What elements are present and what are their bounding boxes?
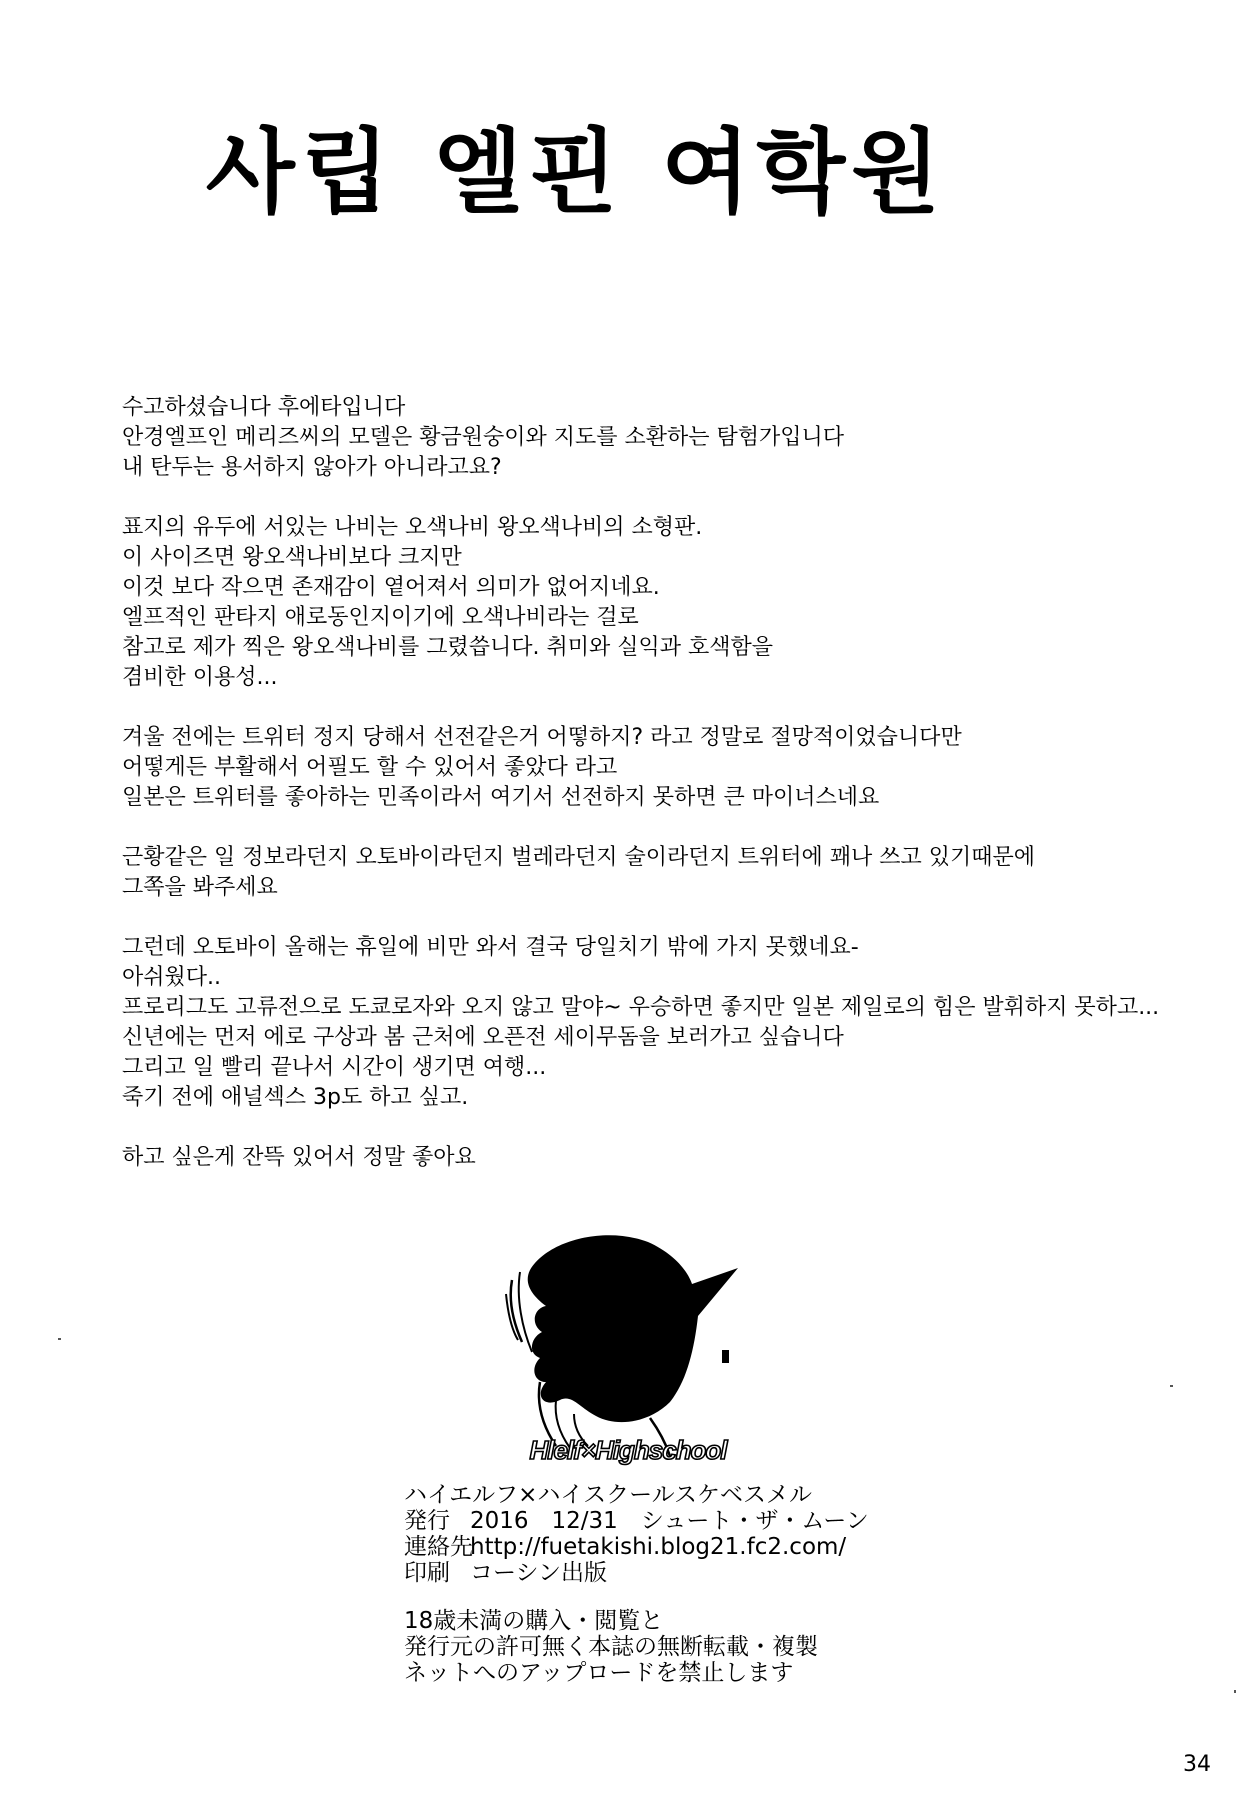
- afterword-text: [122, 393, 1202, 1203]
- spacer: [404, 1586, 964, 1608]
- text-line: 수고하셨습니다 후에타입니다: [122, 395, 406, 420]
- contact-label: 連絡先: [404, 1534, 473, 1560]
- publish-row: [404, 1508, 964, 1534]
- text-line: 겸비한 이용성...: [122, 665, 278, 690]
- publish-value: 2016 12/31 シュート・ザ・ムーン: [470, 1508, 869, 1534]
- text-line: 프로리그도 고류전으로 도쿄로자와 오지 않고 말야~ 우승하면 좋지만 일본 제일로의 힘은 발휘하지 못하고...: [122, 995, 1160, 1020]
- logo-wordmark: Hlelf×Highschool: [529, 1435, 727, 1465]
- text-line: 내 탄두는 용서하지 않아가 아니라고요?: [122, 455, 502, 480]
- page-number: 34: [1183, 1752, 1211, 1777]
- print-label: 印刷: [404, 1560, 450, 1586]
- elf-silhouette-icon: [500, 1232, 745, 1462]
- publish-label: 発行: [404, 1508, 450, 1534]
- contact-url: http://fuetakishi.blog21.fc2.com/: [470, 1534, 847, 1560]
- page-title: 사립 엘핀 여학원: [205, 119, 947, 226]
- text-line: 표지의 유두에 서있는 나비는 오색나비 왕오색나비의 소형판.: [122, 515, 703, 540]
- text-line: 죽기 전에 애널섹스 3p도 하고 싶고.: [122, 1085, 469, 1110]
- text-line: 근황같은 일 정보라던지 오토바이라던지 벌레라던지 술이라던지 트위터에 꽤나 쓰고 있기때문에: [122, 845, 1036, 870]
- text-line: 그쪽을 봐주세요: [122, 875, 278, 900]
- scan-speck: [1234, 1690, 1236, 1693]
- text-line: 일본은 트위터를 좋아하는 민족이라서 여기서 선전하지 못하면 큰 마이너스네요: [122, 785, 880, 810]
- afterword-paragraph: [122, 723, 1202, 813]
- notice-line: 発行元の許可無く本誌の無断転載・複製: [404, 1634, 818, 1660]
- colophon: [404, 1482, 964, 1686]
- notice-line: ネットへのアップロードを禁止します: [404, 1660, 794, 1686]
- text-line: 안경엘프인 메리즈씨의 모델은 황금원숭이와 지도를 소환하는 탐험가입니다: [122, 425, 845, 450]
- book-title: ハイエルフ×ハイスクールスケベスメル: [404, 1482, 812, 1508]
- notice-line: 18歳未満の購入・閲覧と: [404, 1608, 664, 1634]
- text-line: 아쉬웠다..: [122, 965, 221, 990]
- text-line: 이것 보다 작으면 존재감이 옅어져서 의미가 없어지네요.: [122, 575, 660, 600]
- text-line: 그리고 일 빨리 끝나서 시간이 생기면 여행...: [122, 1055, 547, 1080]
- print-value: コーシン出版: [470, 1560, 607, 1586]
- text-line: 신년에는 먼저 에로 구상과 봄 근처에 오픈전 세이무돔을 보러가고 싶습니다: [122, 1025, 844, 1050]
- text-line: 겨울 전에는 트위터 정지 당해서 선전같은거 어떻하지? 라고 정말로 절망적이었습니다만: [122, 725, 962, 750]
- text-line: 엘프적인 판타지 애로동인지이기에 오색나비라는 걸로: [122, 605, 639, 630]
- scan-speck: [58, 1338, 61, 1340]
- contact-row: [404, 1534, 964, 1560]
- text-line: 그런데 오토바이 올해는 휴일에 비만 와서 결국 당일치기 밖에 가지 못했네요-: [122, 935, 859, 960]
- afterword-paragraph: [122, 1143, 1202, 1173]
- text-line: 이 사이즈면 왕오색나비보다 크지만: [122, 545, 462, 570]
- afterword-paragraph: [122, 843, 1202, 903]
- text-line: 어떻게든 부활해서 어필도 할 수 있어서 좋았다 라고: [122, 755, 618, 780]
- print-row: [404, 1560, 964, 1586]
- text-line: 하고 싶은게 잔뜩 있어서 정말 좋아요: [122, 1145, 476, 1170]
- afterword-paragraph: [122, 393, 1202, 483]
- scan-speck: [1170, 1385, 1173, 1387]
- afterword-paragraph: [122, 933, 1202, 1113]
- text-line: 참고로 제가 찍은 왕오색나비를 그렸씁니다. 취미와 실익과 호색함을: [122, 635, 774, 660]
- afterword-paragraph: [122, 513, 1202, 693]
